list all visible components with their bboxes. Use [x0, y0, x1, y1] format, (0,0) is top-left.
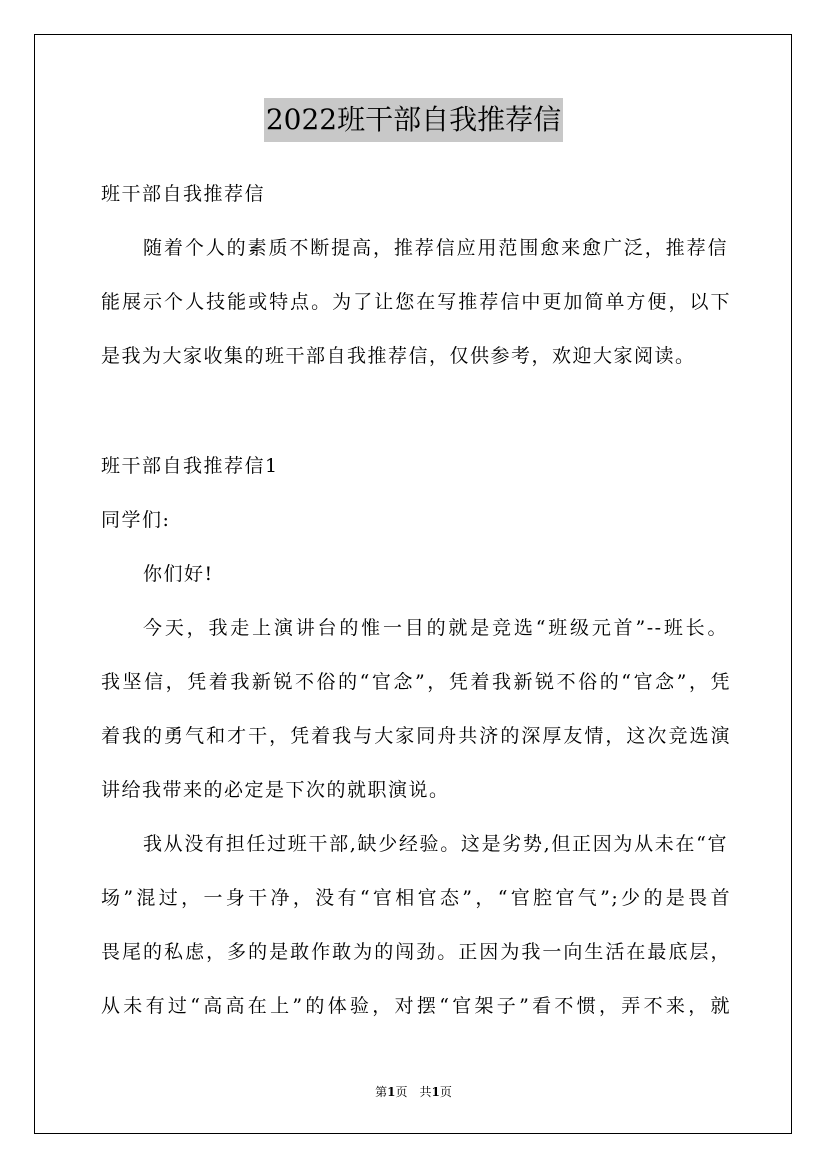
greeting: 你们好! — [143, 563, 214, 585]
subtitle: 班干部自我推荐信 — [101, 183, 266, 205]
para1-line-3: 着我的勇气和才干，凭着我与大家同舟共济的深厚友情，这次竞选演 — [101, 725, 731, 747]
footer-page-number: 1 — [387, 1085, 396, 1099]
intro-line-3: 是我为大家收集的班干部自我推荐信，仅供参考，欢迎大家阅读。 — [101, 345, 696, 367]
footer-page-mid: 页 共 — [395, 1085, 432, 1099]
document-title: 2022班干部自我推荐信 — [264, 98, 563, 142]
para2-line-3: 畏尾的私虑，多的是敢作敢为的闯劲。正因为我一向生活在最底层， — [101, 941, 731, 963]
footer-page-prefix: 第 — [375, 1085, 388, 1099]
salutation: 同学们: — [101, 509, 171, 531]
footer-page-total: 1 — [431, 1085, 440, 1099]
para2-line-4: 从未有过“高高在上”的体验，对摆“官架子”看不惯，弄不来，就 — [101, 995, 731, 1017]
para1-line-4: 讲给我带来的必定是下次的就职演说。 — [101, 779, 450, 801]
title-container — [0, 98, 827, 142]
para2-line-1: 我从没有担任过班干部,缺少经验。这是劣势,但正因为从未在“官 — [143, 833, 728, 855]
para1-line-2: 我坚信，凭着我新锐不俗的“官念”，凭着我新锐不俗的“官念”，凭 — [101, 671, 731, 693]
section-heading: 班干部自我推荐信1 — [101, 455, 279, 477]
intro-line-1: 随着个人的素质不断提高，推荐信应用范围愈来愈广泛，推荐信 — [143, 237, 728, 259]
page-footer — [0, 1083, 827, 1101]
intro-line-2: 能展示个人技能或特点。为了让您在写推荐信中更加简单方便，以下 — [101, 291, 731, 313]
footer-page-suffix: 页 — [439, 1085, 452, 1099]
para2-line-2: 场”混过，一身干净，没有“官相官态”，“官腔官气”;少的是畏首 — [101, 887, 731, 909]
para1-line-1: 今天，我走上演讲台的惟一目的就是竞选“班级元首”--班长。 — [143, 617, 728, 639]
